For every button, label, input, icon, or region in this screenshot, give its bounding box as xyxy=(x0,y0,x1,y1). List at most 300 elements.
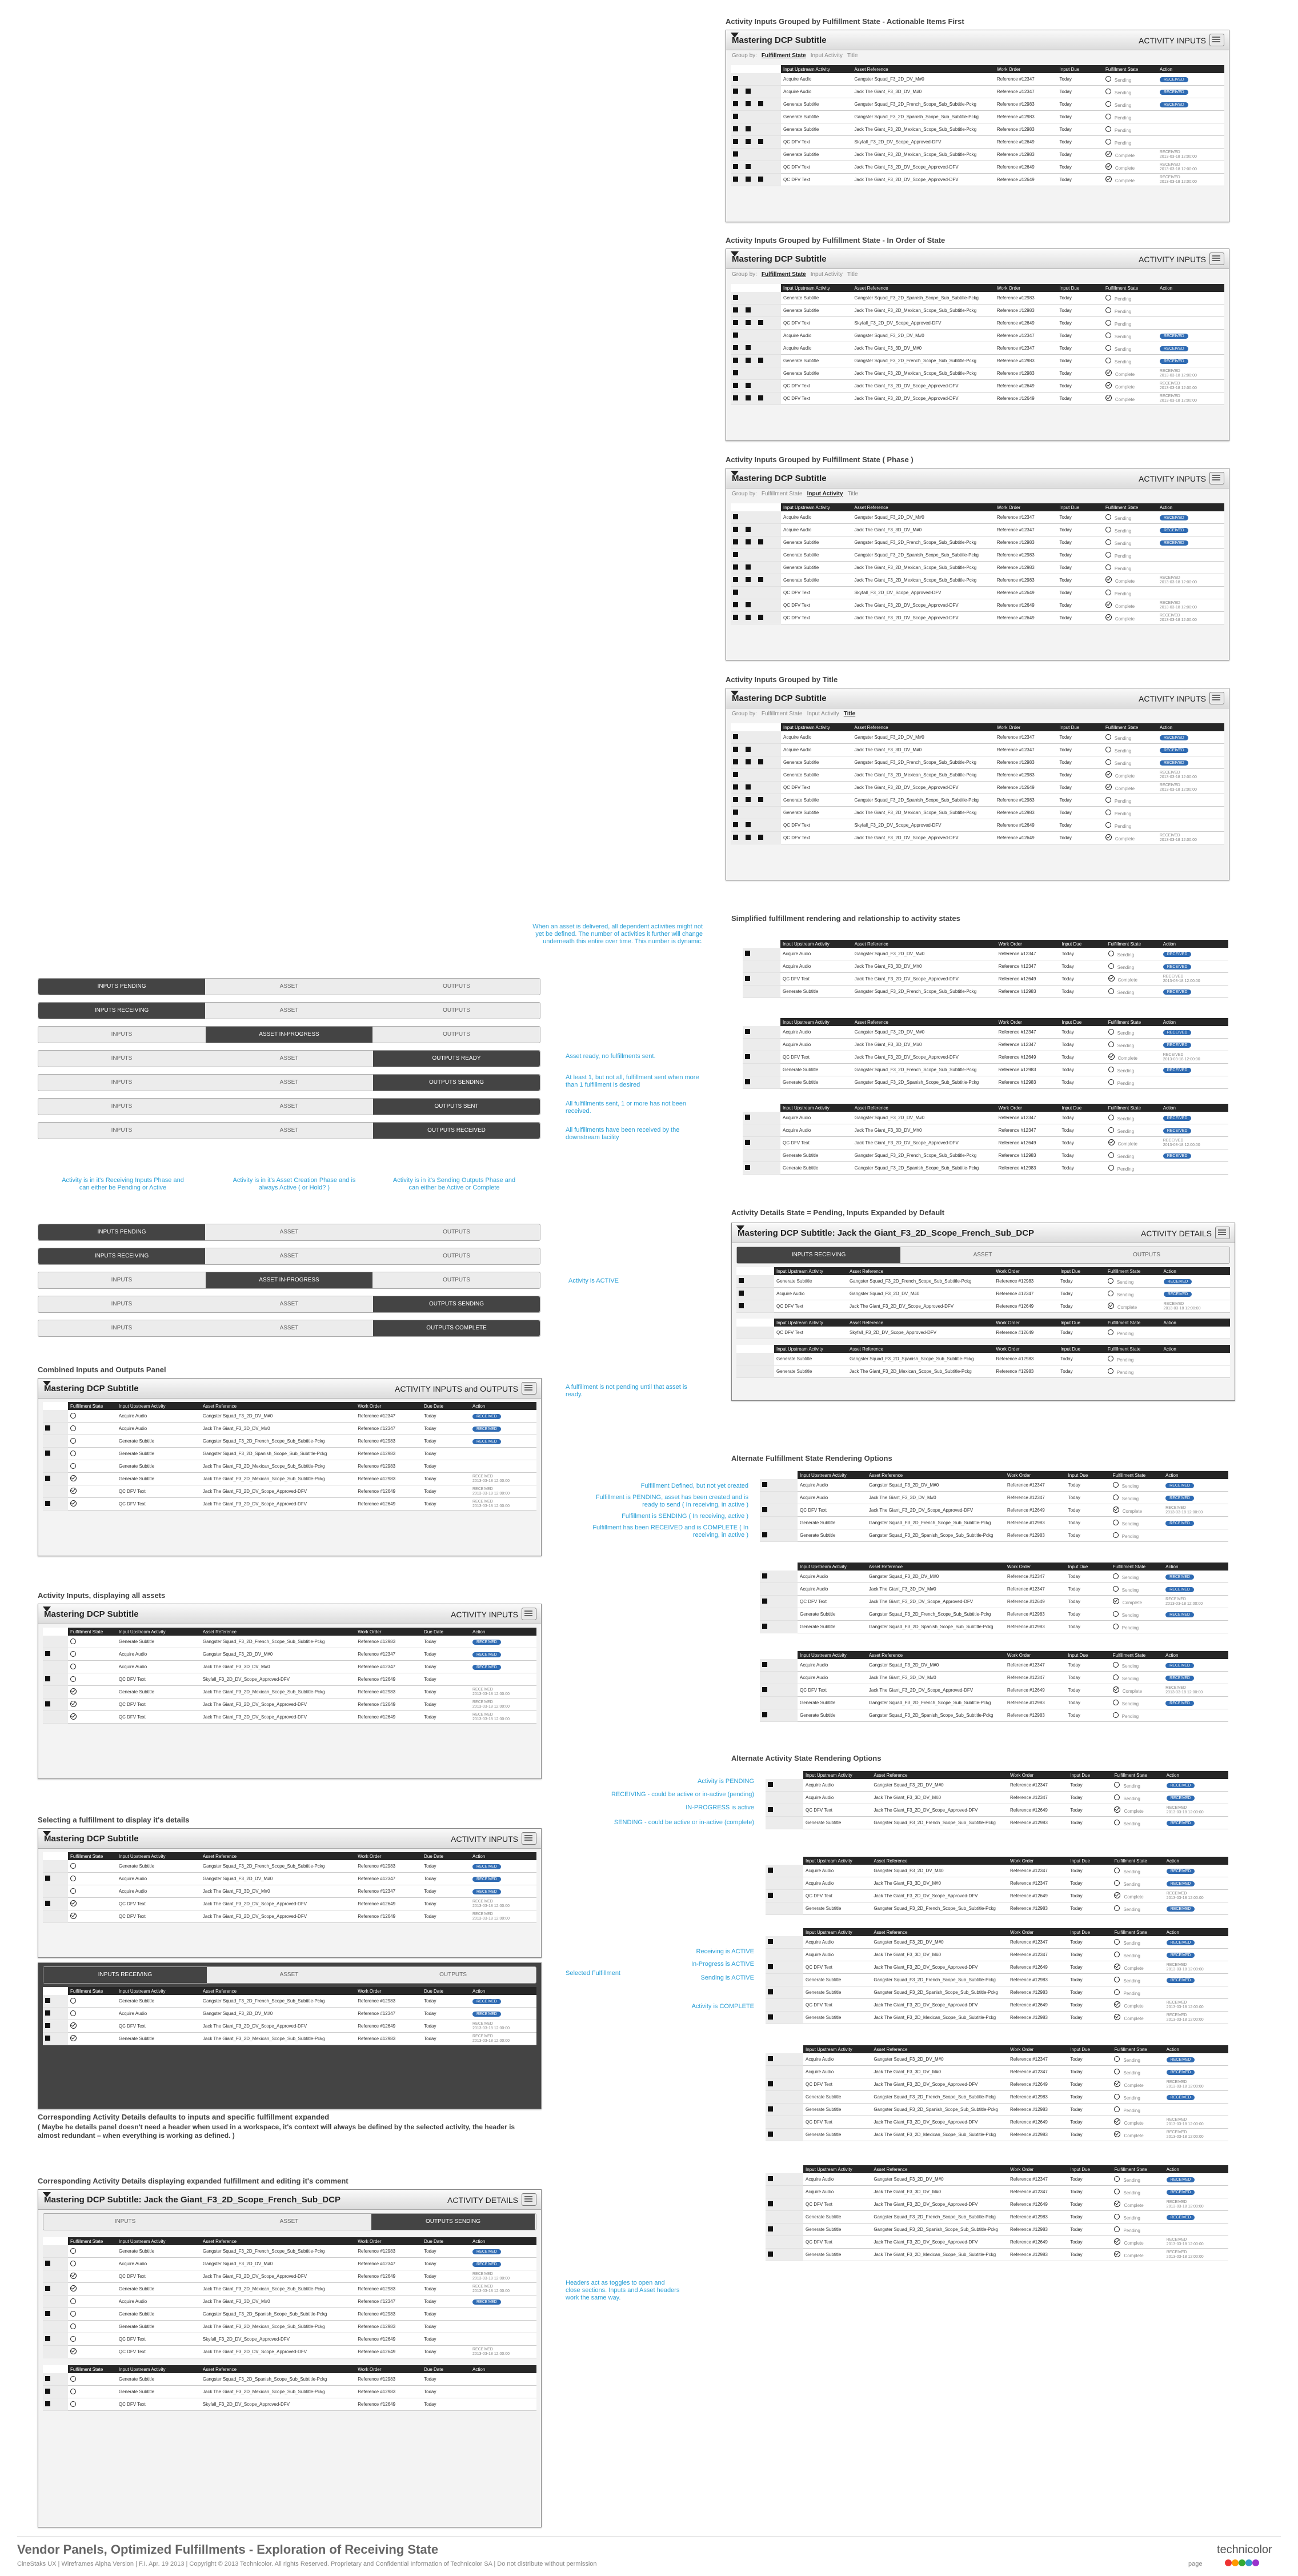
flow-bar[interactable] xyxy=(38,1122,540,1139)
table-row[interactable] xyxy=(43,2270,536,2283)
panel-menu-icon[interactable] xyxy=(522,1382,536,1395)
table-row[interactable] xyxy=(743,1137,1228,1149)
table-row[interactable] xyxy=(43,1498,536,1511)
column-header[interactable]: Work Order xyxy=(355,1987,422,1995)
received-button[interactable]: RECEIVED xyxy=(472,1640,501,1645)
table-row[interactable] xyxy=(766,2012,1228,2024)
group-by-option[interactable]: Fulfillment State xyxy=(761,271,806,278)
table-row[interactable] xyxy=(766,2211,1228,2224)
table-row[interactable] xyxy=(731,574,1224,587)
column-header[interactable]: Input Upstream Activity xyxy=(117,1852,201,1860)
table-row[interactable] xyxy=(760,1659,1228,1672)
column-header[interactable]: Input Due xyxy=(1068,1771,1112,1779)
received-button[interactable]: RECEIVED xyxy=(1167,2057,1195,2062)
column-header[interactable]: Work Order xyxy=(995,503,1057,511)
table-row[interactable] xyxy=(766,2129,1228,2141)
column-header[interactable]: Fulfillment State xyxy=(1103,723,1157,731)
column-header[interactable]: Fulfillment State xyxy=(1105,1267,1161,1275)
table-row[interactable] xyxy=(760,1529,1228,1542)
table-row[interactable] xyxy=(736,1288,1230,1300)
column-header[interactable]: Input Upstream Activity xyxy=(798,1471,867,1479)
received-button[interactable]: RECEIVED xyxy=(472,1414,501,1419)
table-row[interactable] xyxy=(743,948,1228,960)
panel-header[interactable] xyxy=(38,1379,541,1399)
table-row[interactable] xyxy=(43,2346,536,2358)
column-header[interactable]: Input Due xyxy=(1057,723,1103,731)
column-header[interactable]: Input Due xyxy=(1057,65,1103,73)
column-header[interactable]: Fulfillment State xyxy=(68,1987,117,1995)
group-by-option[interactable]: Title xyxy=(847,53,858,59)
table-row[interactable] xyxy=(766,1779,1228,1792)
table-row[interactable] xyxy=(766,2078,1228,2091)
column-header[interactable]: Due Date xyxy=(422,2237,470,2245)
table-row[interactable] xyxy=(43,1673,536,1686)
table-row[interactable] xyxy=(731,342,1224,355)
table-row[interactable] xyxy=(743,1039,1228,1051)
column-header[interactable]: Asset Reference xyxy=(871,1857,1008,1865)
column-header[interactable]: Input Due xyxy=(1058,1345,1105,1353)
panel-title[interactable]: Mastering DCP Subtitle xyxy=(732,35,827,45)
panel-header[interactable] xyxy=(726,468,1229,488)
table-row[interactable] xyxy=(731,769,1224,782)
column-header[interactable]: Fulfillment State xyxy=(68,2237,117,2245)
column-header[interactable]: Fulfillment State xyxy=(1112,1857,1164,1865)
received-button[interactable]: RECEIVED xyxy=(1160,760,1188,766)
received-button[interactable]: RECEIVED xyxy=(1160,515,1188,520)
column-header[interactable]: Input Due xyxy=(1068,2045,1112,2053)
panel-menu-icon[interactable] xyxy=(1209,253,1224,265)
received-button[interactable]: RECEIVED xyxy=(1167,2070,1195,2075)
table-row[interactable] xyxy=(731,392,1224,405)
table-row[interactable] xyxy=(736,1353,1230,1365)
column-header[interactable]: Action xyxy=(470,1402,536,1410)
received-button[interactable]: RECEIVED xyxy=(1165,1496,1194,1501)
column-header[interactable]: Fulfillment State xyxy=(1111,1563,1163,1571)
column-header[interactable]: Fulfillment State xyxy=(1111,1651,1163,1659)
received-button[interactable]: RECEIVED xyxy=(1163,989,1192,995)
received-button[interactable]: RECEIVED xyxy=(472,2249,501,2254)
column-header[interactable]: Input Due xyxy=(1066,1471,1111,1479)
column-header[interactable]: Work Order xyxy=(996,1104,1060,1112)
table-row[interactable] xyxy=(766,1986,1228,1999)
column-header[interactable]: Work Order xyxy=(1005,1563,1066,1571)
table-row[interactable] xyxy=(736,1300,1230,1313)
received-button[interactable]: RECEIVED xyxy=(1160,346,1188,351)
flow-bar[interactable] xyxy=(38,1026,540,1043)
table-row[interactable] xyxy=(743,1124,1228,1137)
table-row[interactable] xyxy=(766,2104,1228,2116)
table-row[interactable] xyxy=(766,1804,1228,1817)
column-header[interactable]: Asset Reference xyxy=(867,1563,1005,1571)
received-button[interactable]: RECEIVED xyxy=(1165,1587,1194,1592)
column-header[interactable]: Fulfillment State xyxy=(1103,284,1157,292)
table-row[interactable] xyxy=(43,1698,536,1711)
column-header[interactable]: Action xyxy=(1164,1857,1228,1865)
column-header[interactable]: Work Order xyxy=(995,284,1057,292)
panel-header[interactable] xyxy=(732,1223,1235,1243)
received-button[interactable]: RECEIVED xyxy=(1167,2215,1195,2220)
group-by-option[interactable]: Fulfillment State xyxy=(761,491,803,497)
column-header[interactable]: Asset Reference xyxy=(847,1319,993,1327)
column-header[interactable]: Asset Reference xyxy=(871,1928,1008,1936)
received-button[interactable]: RECEIVED xyxy=(1163,1153,1192,1159)
column-header[interactable]: Fulfillment State xyxy=(1112,2045,1164,2053)
table-row[interactable] xyxy=(731,73,1224,86)
received-button[interactable]: RECEIVED xyxy=(1164,1292,1192,1297)
column-header[interactable]: Asset Reference xyxy=(201,2237,355,2245)
column-header[interactable]: Input Due xyxy=(1066,1651,1111,1659)
received-button[interactable]: RECEIVED xyxy=(472,1999,501,2004)
column-header[interactable]: Input Upstream Activity xyxy=(798,1563,867,1571)
panel-title[interactable]: Mastering DCP Subtitle: Jack the Giant_F3_2D_Scope_French_Sub_DCP xyxy=(44,2195,341,2205)
column-header[interactable]: Due Date xyxy=(422,1628,470,1636)
column-header[interactable]: Work Order xyxy=(355,2365,422,2373)
table-row[interactable] xyxy=(731,511,1224,524)
table-row[interactable] xyxy=(43,1473,536,1485)
table-row[interactable] xyxy=(43,1860,536,1873)
received-button[interactable]: RECEIVED xyxy=(1163,1068,1192,1073)
column-header[interactable]: Input Upstream Activity xyxy=(780,1104,852,1112)
table-row[interactable] xyxy=(731,794,1224,807)
column-header[interactable]: Work Order xyxy=(995,723,1057,731)
flow-bar[interactable] xyxy=(38,1074,540,1091)
table-row[interactable] xyxy=(43,1435,536,1448)
table-row[interactable] xyxy=(766,1999,1228,2012)
flow-bar[interactable] xyxy=(38,1098,540,1115)
table-row[interactable] xyxy=(743,960,1228,973)
column-header[interactable]: Asset Reference xyxy=(852,503,994,511)
received-button[interactable]: RECEIVED xyxy=(1167,2190,1195,2195)
table-row[interactable] xyxy=(766,2173,1228,2186)
received-button[interactable]: RECEIVED xyxy=(1167,1978,1195,1983)
column-header[interactable]: Action xyxy=(1163,1563,1228,1571)
table-row[interactable] xyxy=(731,380,1224,392)
column-header[interactable]: Input Due xyxy=(1058,1319,1105,1327)
flow-bar[interactable] xyxy=(38,1296,540,1313)
received-button[interactable]: RECEIVED xyxy=(472,1877,501,1882)
column-header[interactable]: Input Upstream Activity xyxy=(780,1018,852,1026)
table-row[interactable] xyxy=(43,1448,536,1460)
received-button[interactable]: RECEIVED xyxy=(1163,964,1192,969)
group-by-option[interactable]: Title xyxy=(843,711,856,717)
column-header[interactable]: Action xyxy=(1161,1267,1230,1275)
flow-bar[interactable] xyxy=(43,2213,536,2230)
table-row[interactable] xyxy=(43,2373,536,2386)
column-header[interactable]: Work Order xyxy=(1008,1857,1068,1865)
column-header[interactable]: Input Due xyxy=(1057,503,1103,511)
received-button[interactable]: RECEIVED xyxy=(1165,1521,1194,1526)
table-row[interactable] xyxy=(743,985,1228,998)
table-row[interactable] xyxy=(43,1423,536,1435)
column-header[interactable]: Work Order xyxy=(1008,2165,1068,2173)
received-button[interactable]: RECEIVED xyxy=(1160,334,1188,339)
table-row[interactable] xyxy=(43,1898,536,1910)
table-row[interactable] xyxy=(43,1636,536,1648)
table-row[interactable] xyxy=(731,744,1224,756)
column-header[interactable]: Due Date xyxy=(422,1402,470,1410)
panel-menu-icon[interactable] xyxy=(1215,1227,1230,1239)
column-header[interactable]: Work Order xyxy=(1008,1928,1068,1936)
received-button[interactable]: RECEIVED xyxy=(1167,1906,1195,1912)
table-row[interactable] xyxy=(731,549,1224,562)
table-row[interactable] xyxy=(43,1686,536,1698)
column-header[interactable]: Asset Reference xyxy=(847,1267,993,1275)
group-by-option[interactable]: Fulfillment State xyxy=(761,53,806,59)
column-header[interactable]: Action xyxy=(1161,1018,1228,1026)
panel-menu-icon[interactable] xyxy=(1209,692,1224,704)
column-header[interactable]: Input Due xyxy=(1068,2165,1112,2173)
table-row[interactable] xyxy=(760,1672,1228,1684)
column-header[interactable]: Asset Reference xyxy=(201,1628,355,1636)
table-row[interactable] xyxy=(43,1661,536,1673)
table-row[interactable] xyxy=(731,86,1224,98)
table-row[interactable] xyxy=(731,819,1224,832)
column-header[interactable]: Asset Reference xyxy=(852,723,994,731)
table-row[interactable] xyxy=(731,536,1224,549)
table-row[interactable] xyxy=(731,832,1224,844)
column-header[interactable]: Asset Reference xyxy=(847,1345,993,1353)
column-header[interactable]: Input Upstream Activity xyxy=(774,1319,847,1327)
column-header[interactable]: Fulfillment State xyxy=(1103,503,1157,511)
column-header[interactable]: Fulfillment State xyxy=(1112,1928,1164,1936)
column-header[interactable]: Action xyxy=(1163,1471,1228,1479)
table-row[interactable] xyxy=(43,1648,536,1661)
received-button[interactable]: RECEIVED xyxy=(1167,1783,1195,1788)
table-row[interactable] xyxy=(43,2308,536,2321)
received-button[interactable]: RECEIVED xyxy=(472,1652,501,1657)
table-row[interactable] xyxy=(43,1460,536,1473)
table-row[interactable] xyxy=(731,355,1224,367)
table-row[interactable] xyxy=(760,1697,1228,1709)
received-button[interactable]: RECEIVED xyxy=(472,1427,501,1432)
column-header[interactable]: Action xyxy=(1164,2165,1228,2173)
received-button[interactable]: RECEIVED xyxy=(1167,1953,1195,1958)
table-row[interactable] xyxy=(43,1873,536,1885)
flow-bar[interactable] xyxy=(38,1002,540,1019)
column-header[interactable]: Input Upstream Activity xyxy=(781,65,852,73)
panel-title[interactable]: Mastering DCP Subtitle xyxy=(732,694,827,703)
column-header[interactable]: Action xyxy=(1163,1651,1228,1659)
received-button[interactable]: RECEIVED xyxy=(1163,1043,1192,1048)
table-row[interactable] xyxy=(760,1709,1228,1722)
column-header[interactable]: Action xyxy=(470,2365,536,2373)
column-header[interactable]: Fulfillment State xyxy=(1112,2165,1164,2173)
table-row[interactable] xyxy=(731,330,1224,342)
column-header[interactable]: Input Upstream Activity xyxy=(803,1928,871,1936)
table-row[interactable] xyxy=(731,161,1224,174)
column-header[interactable]: Asset Reference xyxy=(852,65,994,73)
flow-bar[interactable] xyxy=(38,978,540,995)
received-button[interactable]: RECEIVED xyxy=(1167,1796,1195,1801)
table-row[interactable] xyxy=(760,1479,1228,1492)
column-header[interactable]: Work Order xyxy=(995,65,1057,73)
table-row[interactable] xyxy=(760,1608,1228,1621)
table-row[interactable] xyxy=(743,1112,1228,1124)
column-header[interactable]: Action xyxy=(470,2237,536,2245)
table-row[interactable] xyxy=(766,1902,1228,1915)
column-header[interactable]: Fulfillment State xyxy=(1106,940,1161,948)
group-by-option[interactable]: Input Activity xyxy=(810,53,843,59)
received-button[interactable]: RECEIVED xyxy=(1167,1940,1195,1945)
column-header[interactable]: Action xyxy=(470,1852,536,1860)
table-row[interactable] xyxy=(766,1961,1228,1974)
received-button[interactable]: RECEIVED xyxy=(1160,102,1188,107)
column-header[interactable]: Input Upstream Activity xyxy=(117,2237,201,2245)
table-row[interactable] xyxy=(731,562,1224,574)
received-button[interactable]: RECEIVED xyxy=(1160,77,1188,82)
column-header[interactable]: Asset Reference xyxy=(201,1402,355,1410)
column-header[interactable]: Input Due xyxy=(1058,1267,1105,1275)
column-header[interactable]: Asset Reference xyxy=(201,1852,355,1860)
column-header[interactable]: Fulfillment State xyxy=(68,1628,117,1636)
table-row[interactable] xyxy=(731,174,1224,186)
received-button[interactable]: RECEIVED xyxy=(1165,1612,1194,1617)
column-header[interactable]: Input Upstream Activity xyxy=(117,2365,201,2373)
column-header[interactable]: Input Due xyxy=(1066,1563,1111,1571)
table-row[interactable] xyxy=(766,1890,1228,1902)
column-header[interactable]: Action xyxy=(1164,1928,1228,1936)
group-by-option[interactable]: Title xyxy=(847,271,858,278)
column-header[interactable]: Input Due xyxy=(1057,284,1103,292)
column-header[interactable]: Work Order xyxy=(993,1319,1058,1327)
column-header[interactable]: Asset Reference xyxy=(871,1771,1008,1779)
panel-title[interactable]: Mastering DCP Subtitle xyxy=(44,1384,139,1393)
received-button[interactable]: RECEIVED xyxy=(1165,1483,1194,1488)
column-header[interactable]: Input Upstream Activity xyxy=(781,284,852,292)
column-header[interactable]: Fulfillment State xyxy=(1106,1018,1161,1026)
table-row[interactable] xyxy=(766,1936,1228,1949)
column-header[interactable]: Asset Reference xyxy=(852,1104,996,1112)
table-row[interactable] xyxy=(743,1064,1228,1076)
column-header[interactable]: Input Upstream Activity xyxy=(803,1857,871,1865)
column-header[interactable]: Action xyxy=(1164,1771,1228,1779)
table-row[interactable] xyxy=(743,973,1228,985)
column-header[interactable]: Work Order xyxy=(355,1402,422,1410)
table-row[interactable] xyxy=(43,2283,536,2295)
table-row[interactable] xyxy=(43,2321,536,2333)
received-button[interactable]: RECEIVED xyxy=(1160,540,1188,546)
table-row[interactable] xyxy=(43,1485,536,1498)
received-button[interactable]: RECEIVED xyxy=(1160,90,1188,95)
table-row[interactable] xyxy=(731,317,1224,330)
table-row[interactable] xyxy=(731,587,1224,599)
table-row[interactable] xyxy=(731,292,1224,305)
table-row[interactable] xyxy=(743,1162,1228,1175)
table-row[interactable] xyxy=(43,2008,536,2020)
panel-title[interactable]: Mastering DCP Subtitle: Jack the Giant_F3_2D_Scope_French_Sub_DCP xyxy=(738,1228,1035,1238)
table-row[interactable] xyxy=(731,612,1224,624)
column-header[interactable]: Work Order xyxy=(993,1345,1058,1353)
flow-bar[interactable] xyxy=(38,1248,540,1265)
flow-bar[interactable] xyxy=(736,1247,1230,1264)
table-row[interactable] xyxy=(760,1492,1228,1504)
column-header[interactable]: Asset Reference xyxy=(871,2165,1008,2173)
group-by-option[interactable]: Input Activity xyxy=(807,711,839,717)
table-row[interactable] xyxy=(731,367,1224,380)
column-header[interactable]: Action xyxy=(1157,723,1224,731)
panel-title[interactable]: Mastering DCP Subtitle xyxy=(44,1834,139,1844)
received-button[interactable]: RECEIVED xyxy=(472,1864,501,1869)
flow-bar[interactable] xyxy=(43,1966,536,1984)
column-header[interactable]: Fulfillment State xyxy=(1105,1345,1161,1353)
column-header[interactable]: Input Due xyxy=(1059,1104,1105,1112)
column-header[interactable]: Input Upstream Activity xyxy=(803,1771,871,1779)
column-header[interactable]: Input Due xyxy=(1068,1928,1112,1936)
column-header[interactable]: Work Order xyxy=(355,1628,422,1636)
table-row[interactable] xyxy=(731,782,1224,794)
column-header[interactable]: Work Order xyxy=(1008,1771,1068,1779)
column-header[interactable]: Asset Reference xyxy=(852,284,994,292)
column-header[interactable]: Work Order xyxy=(355,2237,422,2245)
panel-title[interactable]: Mastering DCP Subtitle xyxy=(44,1609,139,1619)
table-row[interactable] xyxy=(43,1995,536,2008)
column-header[interactable]: Input Due xyxy=(1059,940,1105,948)
table-row[interactable] xyxy=(43,1885,536,1898)
column-header[interactable]: Work Order xyxy=(1005,1651,1066,1659)
column-header[interactable]: Input Upstream Activity xyxy=(781,723,852,731)
column-header[interactable]: Fulfillment State xyxy=(1106,1104,1161,1112)
table-row[interactable] xyxy=(731,111,1224,123)
column-header[interactable]: Input Upstream Activity xyxy=(117,1402,201,1410)
table-row[interactable] xyxy=(731,149,1224,161)
received-button[interactable]: RECEIVED xyxy=(1167,2095,1195,2100)
table-row[interactable] xyxy=(766,2091,1228,2104)
panel-title[interactable]: Mastering DCP Subtitle xyxy=(732,254,827,264)
table-row[interactable] xyxy=(766,2116,1228,2129)
column-header[interactable]: Action xyxy=(1157,65,1224,73)
table-row[interactable] xyxy=(43,2033,536,2045)
received-button[interactable]: RECEIVED xyxy=(1160,748,1188,753)
column-header[interactable]: Fulfillment State xyxy=(68,1402,117,1410)
panel-header[interactable] xyxy=(38,1604,541,1624)
panel-title[interactable]: Mastering DCP Subtitle xyxy=(732,474,827,483)
received-button[interactable]: RECEIVED xyxy=(1165,1701,1194,1706)
flow-bar[interactable] xyxy=(38,1272,540,1289)
received-button[interactable]: RECEIVED xyxy=(1160,735,1188,740)
column-header[interactable]: Action xyxy=(1161,1319,1230,1327)
table-row[interactable] xyxy=(766,2053,1228,2066)
received-button[interactable]: RECEIVED xyxy=(1164,1279,1192,1284)
table-row[interactable] xyxy=(766,2186,1228,2198)
group-by-option[interactable]: Input Activity xyxy=(807,491,843,497)
table-row[interactable] xyxy=(43,1910,536,1923)
column-header[interactable]: Input Upstream Activity xyxy=(803,2045,871,2053)
flow-bar[interactable] xyxy=(38,1320,540,1337)
column-header[interactable]: Input Upstream Activity xyxy=(117,1987,201,1995)
table-row[interactable] xyxy=(731,756,1224,769)
table-row[interactable] xyxy=(736,1365,1230,1378)
table-row[interactable] xyxy=(43,2258,536,2270)
column-header[interactable]: Action xyxy=(1157,284,1224,292)
column-header[interactable]: Asset Reference xyxy=(201,1987,355,1995)
column-header[interactable]: Input Upstream Activity xyxy=(774,1345,847,1353)
table-row[interactable] xyxy=(731,524,1224,536)
table-row[interactable] xyxy=(43,2245,536,2258)
group-by-option[interactable]: Input Activity xyxy=(810,271,843,278)
column-header[interactable]: Input Due xyxy=(1068,1857,1112,1865)
column-header[interactable]: Input Upstream Activity xyxy=(798,1651,867,1659)
column-header[interactable]: Work Order xyxy=(996,940,1060,948)
table-row[interactable] xyxy=(766,2224,1228,2236)
table-row[interactable] xyxy=(760,1596,1228,1608)
table-row[interactable] xyxy=(766,1877,1228,1890)
column-header[interactable]: Due Date xyxy=(422,1852,470,1860)
table-row[interactable] xyxy=(766,2249,1228,2261)
table-row[interactable] xyxy=(43,2398,536,2411)
table-row[interactable] xyxy=(731,305,1224,317)
received-button[interactable]: RECEIVED xyxy=(1165,1575,1194,1580)
table-row[interactable] xyxy=(743,1051,1228,1064)
